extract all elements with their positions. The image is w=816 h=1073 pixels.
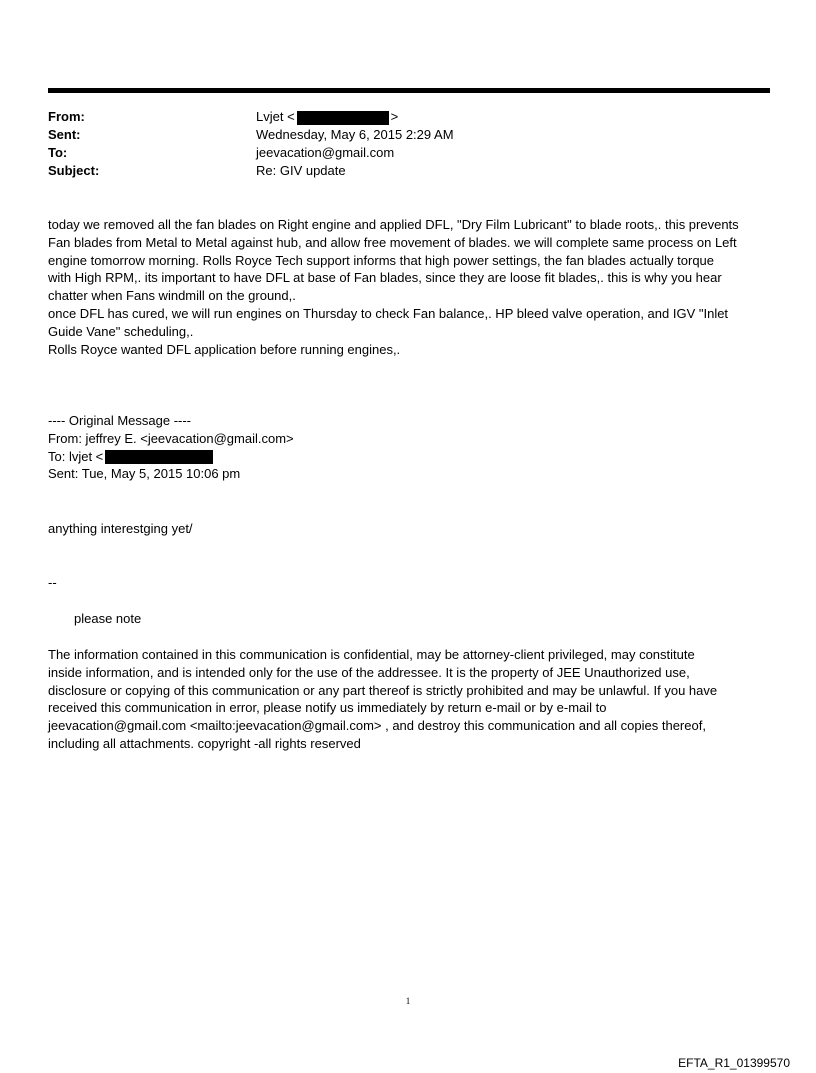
notice-line: received this communication in error, please notify us immediately by return e-mail or by e-mail to	[48, 700, 607, 716]
notice-line: disclosure or copying of this communication or any part thereof is strictly prohibited and may be unlawful. If you have	[48, 682, 718, 698]
from-row	[48, 108, 454, 126]
to-value: jeevacation@gmail.com	[256, 145, 395, 160]
original-divider: ---- Original Message ----	[48, 413, 192, 428]
sent-row	[48, 126, 454, 144]
original-from: From: jeffrey E. <jeevacation@gmail.com>	[48, 430, 294, 446]
notice-line: jeevacation@gmail.com <mailto:jeevacation@gmail.com> , and destroy this communication and all copies thereof,	[48, 718, 706, 734]
confidentiality-notice	[48, 646, 770, 753]
body-line: with High RPM,. its important to have DFL at base of Fan blades, since they are loose fit blades,. this is why you hear	[48, 270, 722, 286]
notice-line: including all attachments. copyright -all rights reserved	[48, 735, 361, 751]
page-number: 1	[405, 996, 411, 1006]
original-message-header	[48, 412, 770, 483]
subject-label: Subject:	[48, 163, 100, 178]
from-value	[256, 108, 398, 126]
subject-value: Re: GIV update	[256, 163, 346, 178]
body-line: Rolls Royce wanted DFL application before running engines,.	[48, 341, 401, 357]
body-line: today we removed all the fan blades on Right engine and applied DFL, "Dry Film Lubricant" to blade roots,. this prevents	[48, 217, 739, 232]
from-sender-end: >	[390, 109, 399, 124]
header-rule	[48, 88, 770, 93]
to-label: To:	[48, 145, 68, 160]
redaction-bar	[297, 111, 389, 125]
signature-separator: --	[48, 575, 57, 590]
body-line: chatter when Fans windmill on the ground,.	[48, 288, 296, 304]
redaction-bar	[105, 450, 213, 464]
from-sender: Lvjet <	[256, 109, 295, 124]
email-header	[48, 108, 454, 180]
sent-label: Sent:	[48, 127, 81, 142]
notice-line: inside information, and is intended only for the use of the addressee. It is the property of JEE Unauthorized use,	[48, 664, 690, 680]
to-row	[48, 144, 454, 162]
original-to	[48, 448, 770, 466]
original-question: anything interestging yet/	[48, 521, 193, 536]
subject-row	[48, 162, 454, 180]
from-label: From:	[48, 109, 85, 124]
document-id: EFTA_R1_01399570	[678, 1056, 790, 1070]
please-note: please note	[74, 611, 142, 626]
original-sent: Sent: Tue, May 5, 2015 10:06 pm	[48, 466, 241, 482]
original-to-text: To: lvjet <	[48, 448, 104, 464]
sent-value: Wednesday, May 6, 2015 2:29 AM	[256, 127, 454, 142]
email-body	[48, 216, 770, 358]
body-line: Fan blades from Metal to Metal against hub, and allow free movement of blades. we will complete same process on Left	[48, 234, 737, 250]
body-line: engine tomorrow morning. Rolls Royce Tech support informs that high power settings, the fan blades actually torque	[48, 252, 715, 268]
body-line: Guide Vane" scheduling,.	[48, 323, 194, 339]
body-line: once DFL has cured, we will run engines on Thursday to check Fan balance,. HP bleed valve operation, and IGV "Inlet	[48, 305, 729, 321]
notice-line: The information contained in this communication is confidential, may be attorney-client privileged, may constitute	[48, 647, 695, 662]
